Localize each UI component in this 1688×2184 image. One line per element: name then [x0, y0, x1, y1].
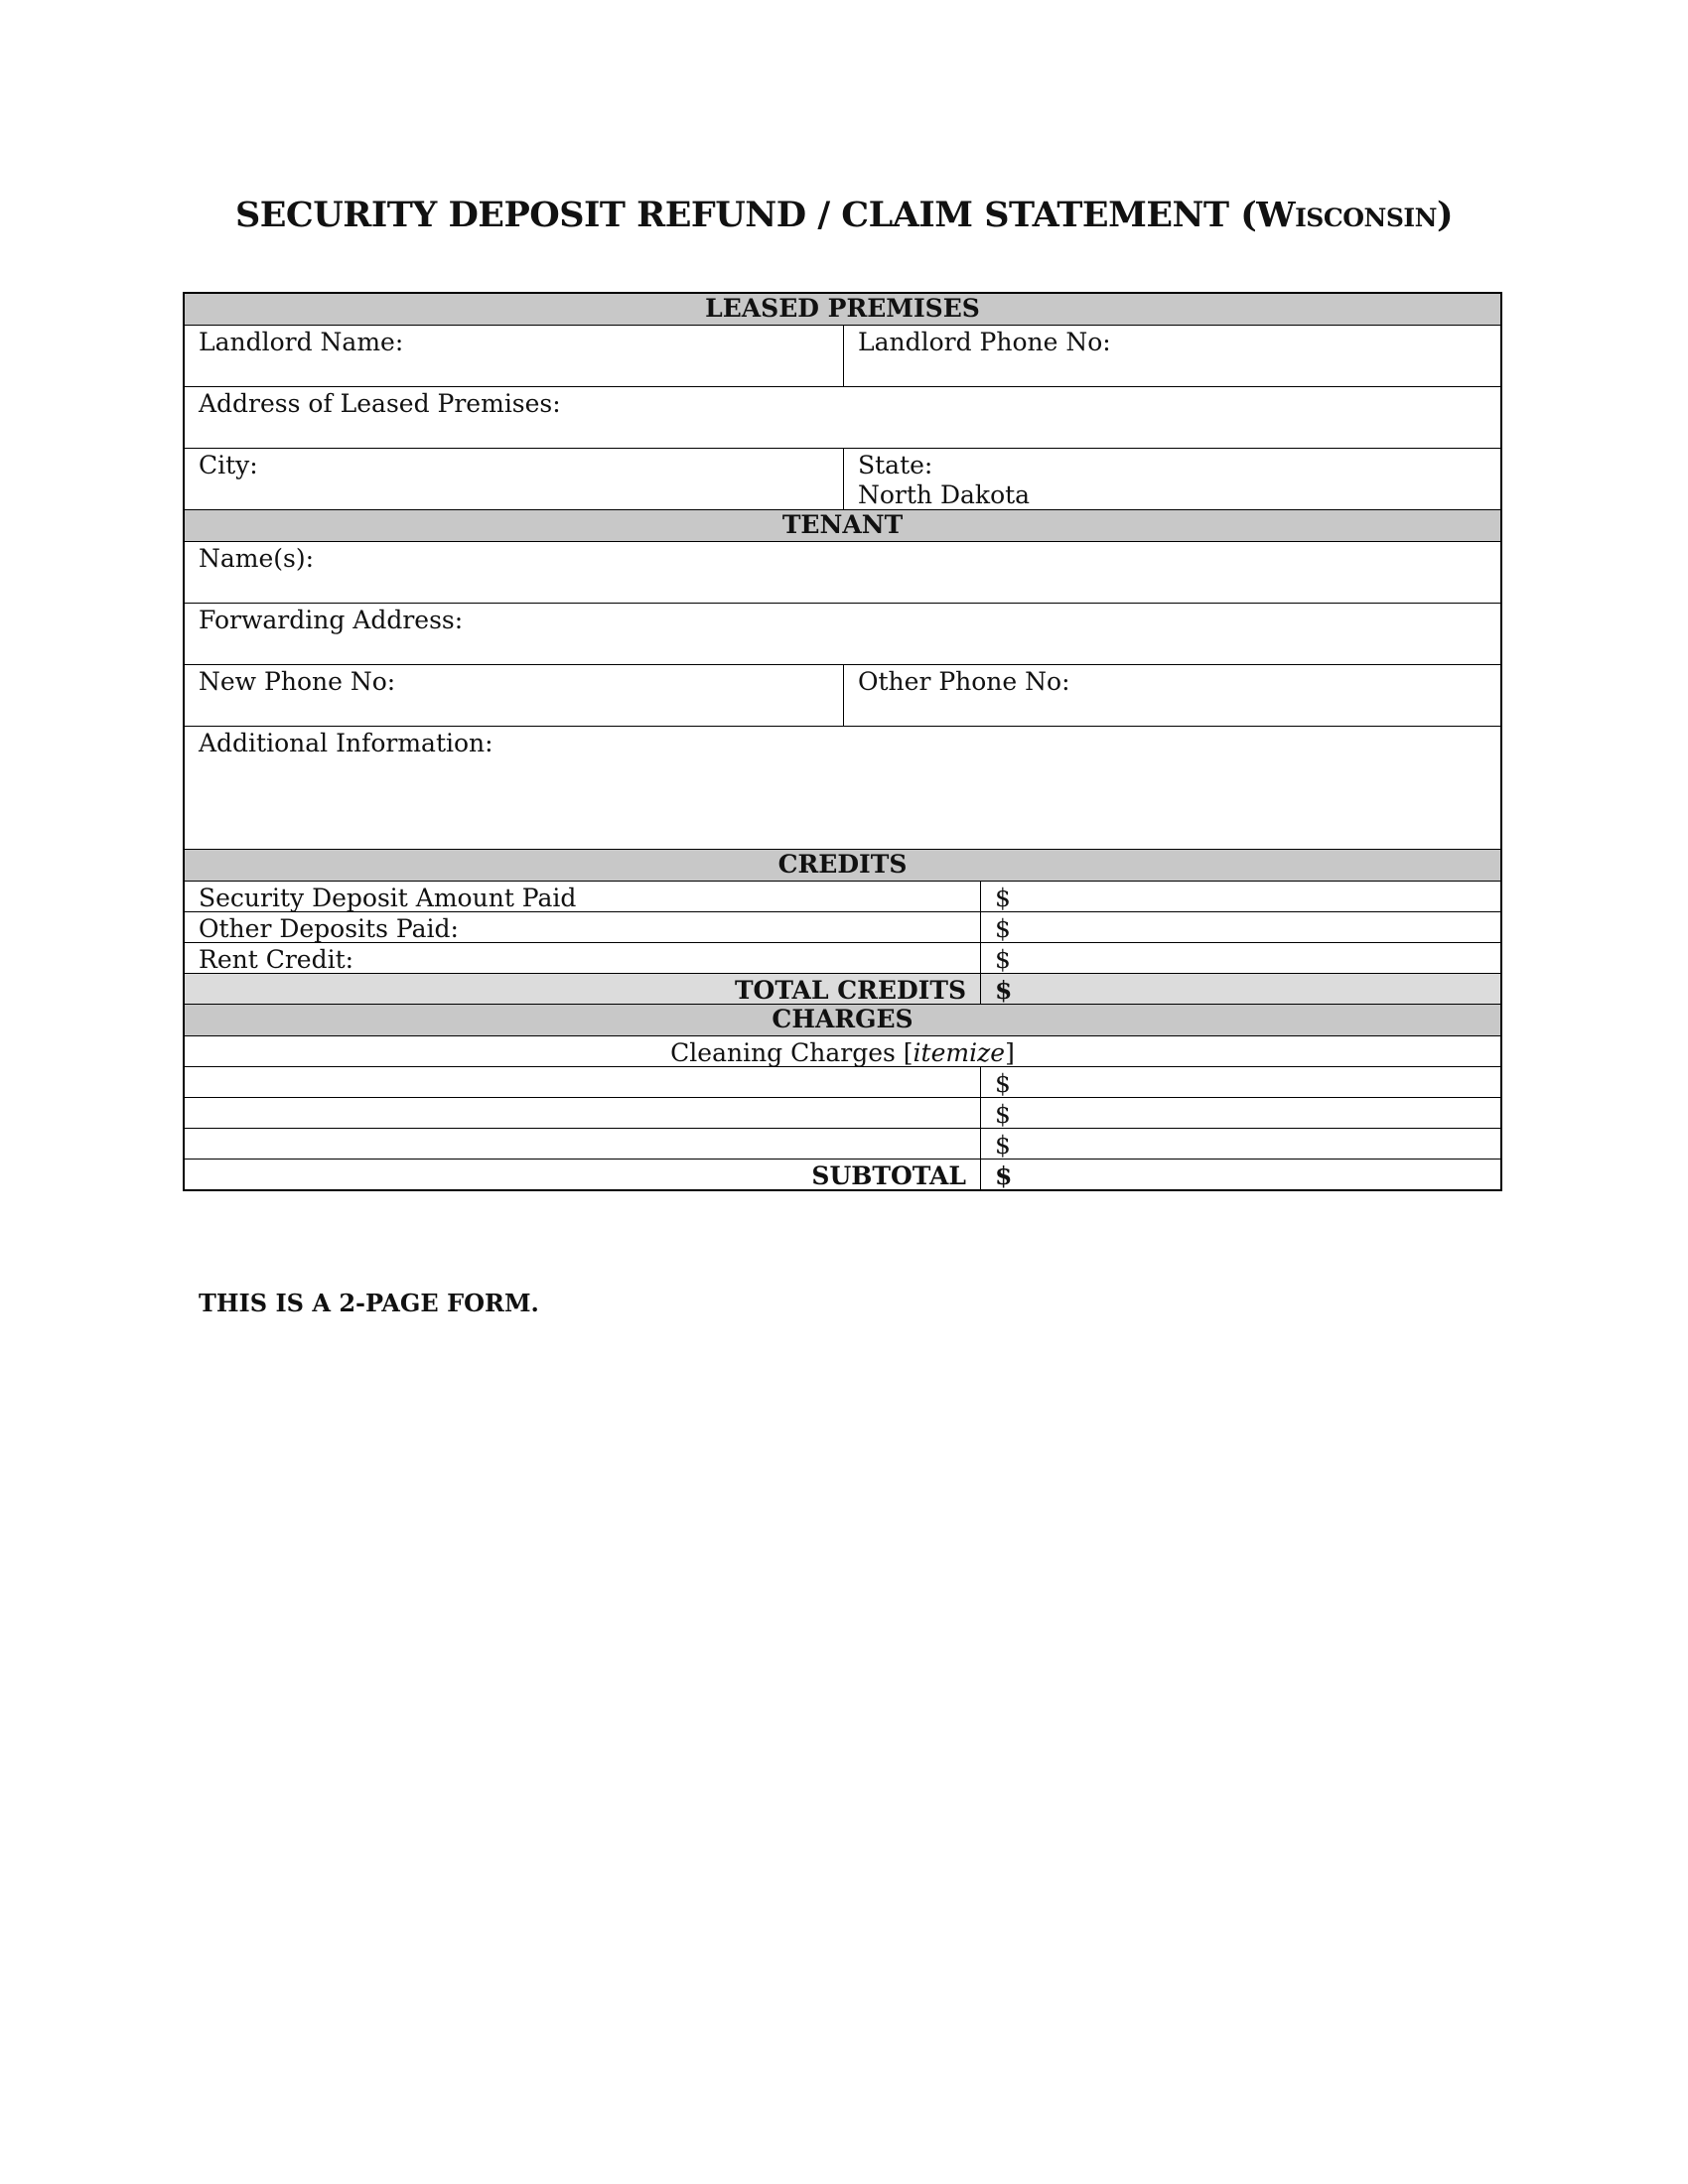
subtotal-label: SUBTOTAL [811, 1161, 966, 1189]
charge-row [185, 1128, 1500, 1159]
leased-premises-header: LEASED PREMISES [185, 294, 1500, 325]
leased-premises-header-row [185, 294, 1500, 325]
credit-label: Security Deposit Amount Paid [199, 884, 577, 911]
charge-row [185, 1066, 1500, 1097]
address-label: Address of Leased Premises: [199, 389, 561, 418]
subtotal-field[interactable]: $ [980, 1160, 1500, 1189]
cleaning-itemize: itemize [913, 1038, 1006, 1066]
credit-label: Other Deposits Paid: [199, 914, 459, 942]
city-field[interactable] [185, 449, 843, 509]
landlord-name-label: Landlord Name: [199, 328, 404, 356]
forwarding-address-label: Forwarding Address: [199, 606, 464, 634]
state-field[interactable] [843, 449, 1500, 509]
forwarding-address-row [185, 603, 1500, 664]
cleaning-charges-label [185, 1036, 1500, 1066]
total-credits-row [185, 973, 1500, 1004]
charge-amount-field[interactable]: $ [980, 1098, 1500, 1128]
claim-statement-form [183, 292, 1502, 1191]
credit-amount-field[interactable]: $ [980, 943, 1500, 973]
charge-amount-field[interactable]: $ [980, 1129, 1500, 1159]
title-state: Wisconsin [1256, 195, 1437, 235]
credits-header-row [185, 849, 1500, 881]
cleaning-charges-row [185, 1035, 1500, 1066]
phone-row [185, 664, 1500, 726]
other-phone-field[interactable] [843, 665, 1500, 726]
landlord-row [185, 325, 1500, 386]
charges-header: CHARGES [185, 1005, 1500, 1035]
tenant-names-field[interactable] [185, 542, 1500, 603]
charge-description-field[interactable] [185, 1067, 980, 1097]
tenant-header: TENANT [185, 510, 1500, 541]
credit-amount-field[interactable]: $ [980, 912, 1500, 942]
charge-description-field[interactable] [185, 1129, 980, 1159]
charge-row [185, 1097, 1500, 1128]
tenant-header-row [185, 509, 1500, 541]
landlord-name-field[interactable] [185, 326, 843, 386]
address-field[interactable] [185, 387, 1500, 448]
additional-info-label: Additional Information: [199, 729, 493, 757]
landlord-phone-label: Landlord Phone No: [858, 328, 1111, 356]
tenant-names-label: Name(s): [199, 544, 315, 573]
tenant-names-row [185, 541, 1500, 603]
credits-header: CREDITS [185, 850, 1500, 881]
state-label: State: [858, 451, 933, 479]
forwarding-address-field[interactable] [185, 604, 1500, 664]
total-credits-label: TOTAL CREDITS [734, 976, 966, 1004]
new-phone-field[interactable] [185, 665, 843, 726]
address-row [185, 386, 1500, 448]
credit-label: Rent Credit: [199, 945, 354, 973]
new-phone-label: New Phone No: [199, 667, 396, 696]
title-close: ) [1436, 195, 1454, 235]
city-label: City: [199, 451, 258, 479]
credit-amount-field[interactable]: $ [980, 882, 1500, 911]
other-phone-label: Other Phone No: [858, 667, 1070, 696]
city-state-row [185, 448, 1500, 509]
title-main: SECURITY DEPOSIT REFUND / CLAIM STATEMENT ( [234, 195, 1257, 235]
credit-row [185, 881, 1500, 911]
page-title [0, 195, 1688, 235]
additional-info-field[interactable] [185, 727, 1500, 849]
credit-row [185, 942, 1500, 973]
charge-description-field[interactable] [185, 1098, 980, 1128]
subtotal-row [185, 1159, 1500, 1189]
total-credits-field[interactable]: $ [980, 974, 1500, 1004]
state-value: North Dakota [858, 480, 1031, 509]
charge-amount-field[interactable]: $ [980, 1067, 1500, 1097]
credit-row [185, 911, 1500, 942]
additional-info-row [185, 726, 1500, 849]
two-page-form-note: THIS IS A 2-PAGE FORM. [199, 1289, 539, 1317]
landlord-phone-field[interactable] [843, 326, 1500, 386]
cleaning-suffix: ] [1005, 1038, 1015, 1066]
charges-header-row [185, 1004, 1500, 1035]
cleaning-prefix: Cleaning Charges [ [670, 1038, 914, 1066]
